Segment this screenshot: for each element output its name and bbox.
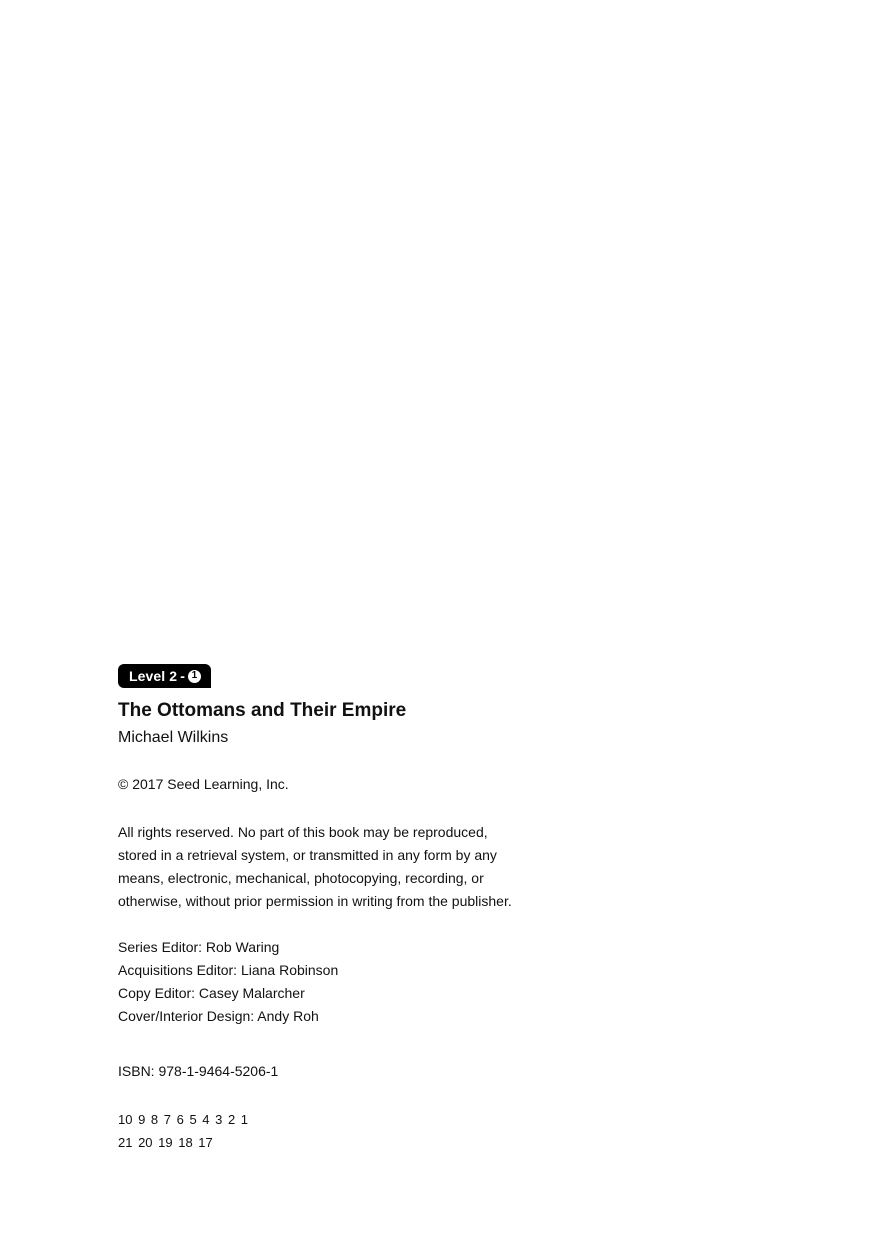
rights-line: otherwise, without prior permission in writing from the publisher. <box>118 893 512 909</box>
level-separator: - <box>180 668 185 684</box>
level-number-circle-icon: 1 <box>188 670 201 683</box>
book-author: Michael Wilkins <box>118 729 229 746</box>
credit-acquisitions-editor: Acquisitions Editor: Liana Robinson <box>118 962 339 978</box>
isbn: ISBN: 978-1-9464-5206-1 <box>118 1063 279 1079</box>
impression-numbers: 10 9 8 7 6 5 4 3 2 1 <box>118 1112 249 1127</box>
year-numbers: 21 20 19 18 17 <box>118 1135 213 1150</box>
credits-list <box>118 936 718 1028</box>
rights-line: All rights reserved. No part of this book may be reproduced, <box>118 824 488 840</box>
credit-copy-editor: Copy Editor: Casey Malarcher <box>118 985 305 1001</box>
printing-line <box>118 1108 718 1154</box>
copyright-notice: © 2017 Seed Learning, Inc. <box>118 776 289 792</box>
level-label: Level 2 <box>129 668 178 684</box>
credit-design: Cover/Interior Design: Andy Roh <box>118 1008 319 1024</box>
rights-line: stored in a retrieval system, or transmitted in any form by any <box>118 847 497 863</box>
level-badge <box>118 664 211 688</box>
credit-series-editor: Series Editor: Rob Waring <box>118 939 280 955</box>
rights-statement <box>118 821 718 913</box>
book-title: The Ottomans and Their Empire <box>118 700 407 721</box>
rights-line: means, electronic, mechanical, photocopying, recording, or <box>118 870 484 886</box>
copyright-page <box>118 664 718 1154</box>
